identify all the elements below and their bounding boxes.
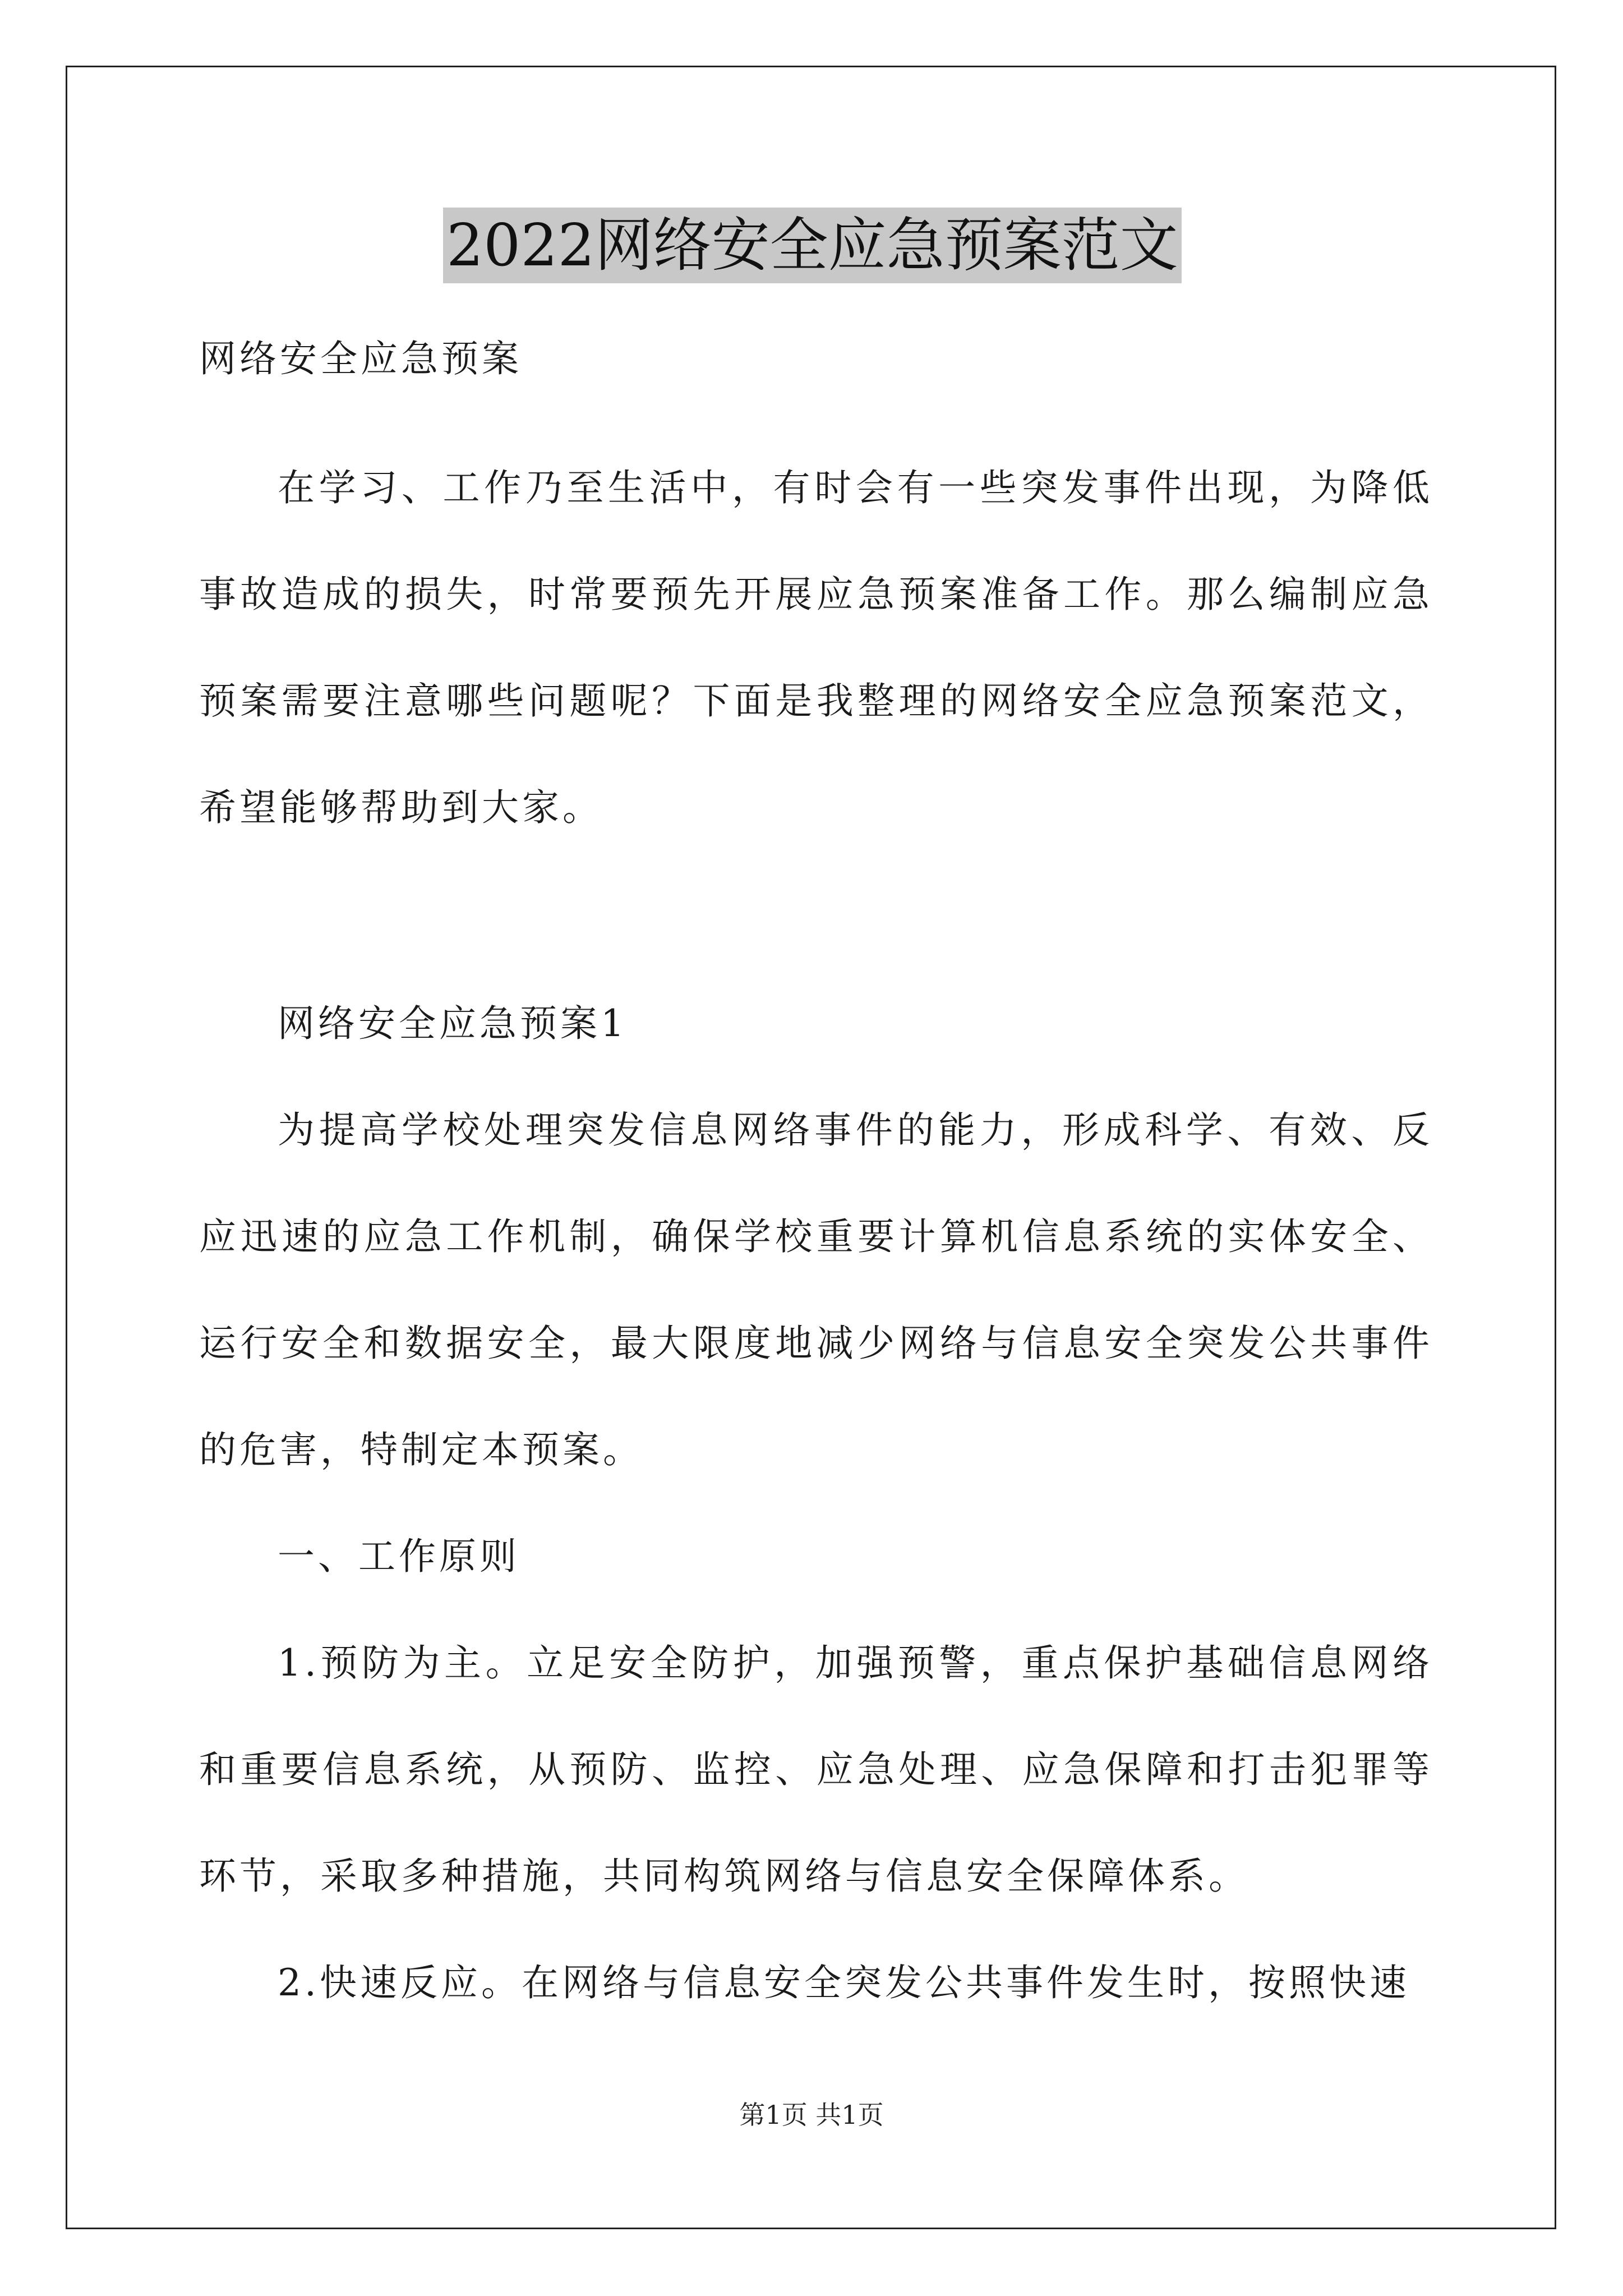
page-footer: 第1页 共1页: [739, 2100, 884, 2130]
principles-heading: 一、工作原则: [278, 1535, 520, 1578]
intro-paragraph: 在学习、工作乃至生活中，有时会有一些突发事件出现，为降低事故造成的损失，时常要预先开展应急预案准备工作。那么编制应急预案需要注意哪些问题呢？下面是我整理的网络安全应急预案范文，希望能够帮助到大家。: [199, 466, 1433, 829]
document-title: 2022网络安全应急预案范文: [443, 208, 1182, 283]
section-heading: 网络安全应急预案: [199, 337, 522, 380]
principle-item-2: 2.快速反应。在网络与信息安全突发公共事件发生时，按照快速: [278, 1961, 1410, 2004]
body-paragraph: 为提高学校处理突发信息网络事件的能力，形成科学、有效、反应迅速的应急工作机制，确保学校重要计算机信息系统的实体安全、运行安全和数据安全，最大限度地减少网络与信息安全突发公共事件的危害，特制定本预案。: [199, 1108, 1433, 1471]
subsection-heading: 网络安全应急预案1: [278, 1002, 628, 1045]
principle-item-1: 1.预防为主。立足安全防护，加强预警，重点保护基础信息网络和重要信息系统，从预防、监控、应急处理、应急保障和打击犯罪等环节，采取多种措施，共同构筑网络与信息安全保障体系。: [199, 1641, 1433, 1898]
